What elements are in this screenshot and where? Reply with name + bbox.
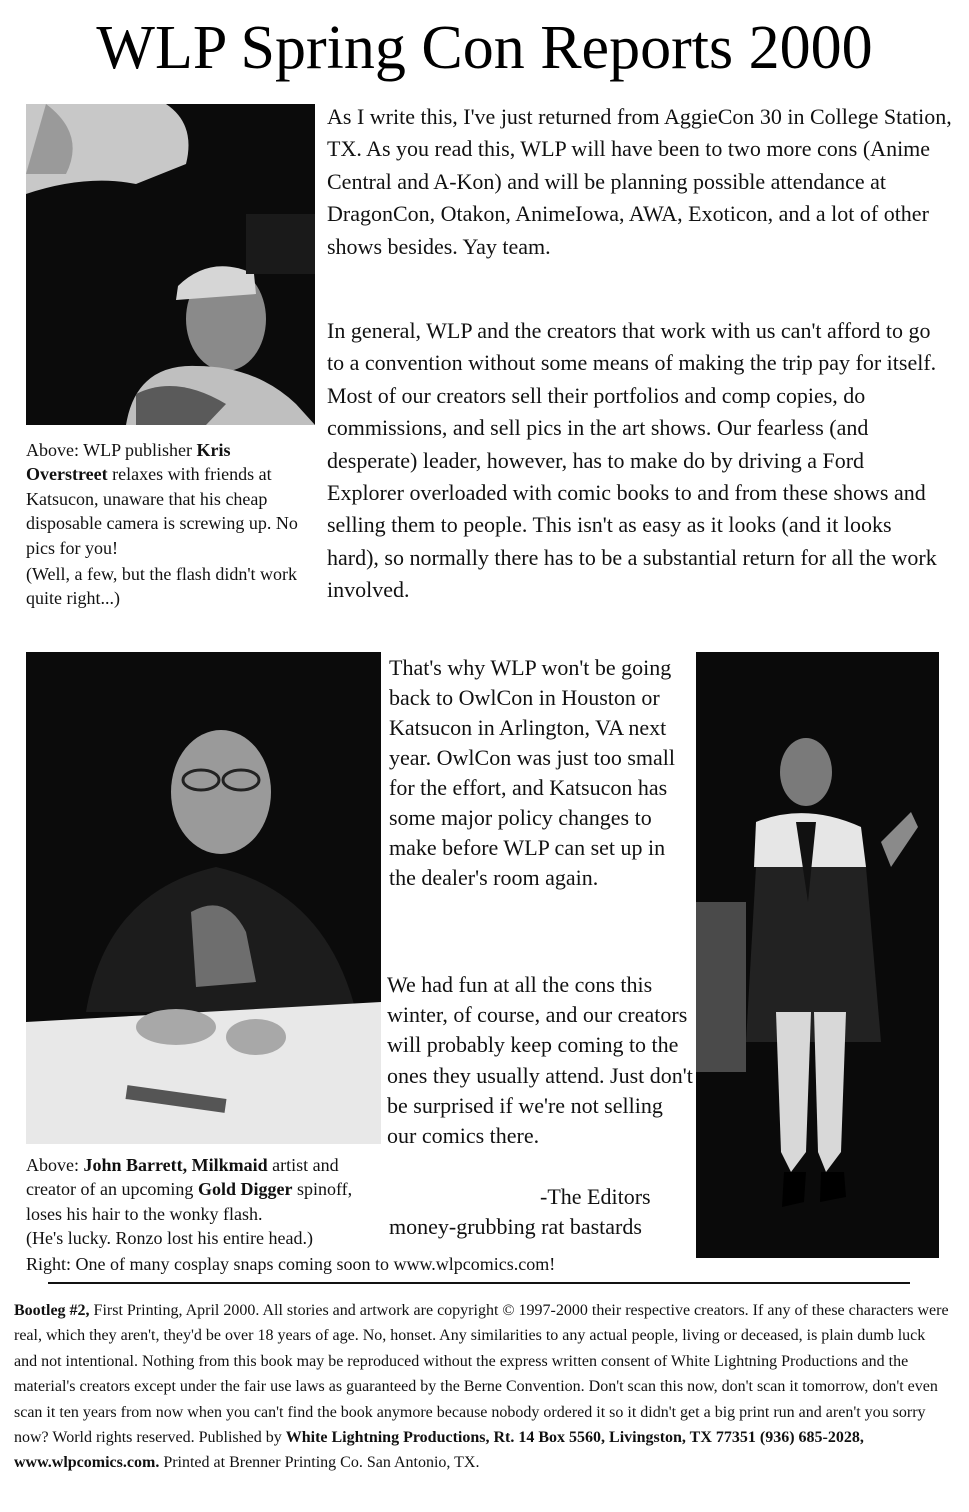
indicia-book-title: Bootleg #2, [14,1302,90,1319]
caption-kris-paren: (Well, a few, but the flash didn't work quite right...) [26,564,298,609]
photo-cosplay [696,652,939,1258]
caption-john-book: Gold Digger [197,1179,293,1200]
caption-kris-pre: Above: WLP publisher [26,440,197,460]
caption-kris [26,438,311,611]
photo-john-barrett [26,652,381,1144]
caption-john-pre: Above: [26,1155,84,1175]
caption-john [26,1153,378,1251]
caption-kris-name: Kris Overstreet [26,440,231,485]
article-para-2: In general, WLP and the creators that work with us can't afford to go to a convention without some means of making the trip pay for itself. Most of our creators sell their portfolios and comp copies, do commissions, and sell pics in the art shows. Our fearless (and desperate) leader, however, has to make do by driving a Ford Explorer overloaded with comic books to and from these shows and selling them to people. This isn't as easy as it looks (and it looks hard), so normally there has to be a substantial return for all the work involved. [327,318,937,603]
article-para-4: We had fun at all the cons this winter, of course, and our creators will probably keep coming to the ones they usually attend. Just don't be surprised if we're not selling our comics there. [387,972,693,1149]
article-para-1: As I write this, I've just returned from AggieCon 30 in College Station, TX. As you read this, WLP will have been to two more cons (Anime Central and A-Kon) and will be planning possible attendance at DragonCon, Otakon, AnimeIowa, AWA, Exoticon, and a lot of other shows besides. Yay team. [327,104,952,259]
caption-john-mid: artist and creator of an upcoming [26,1155,339,1200]
footer-divider [48,1282,910,1284]
article-para-3: That's why WLP won't be going back to OwlCon in Houston or Katsucon in Arlington, VA next year. OwlCon was just too small for the effort, and Katsucon has some major policy changes to make before WLP can set up in the dealer's room again. [389,655,675,890]
signature-editors: -The Editors [540,1184,651,1209]
caption-john-post: spinoff, loses his hair to the wonky flash. [26,1179,353,1224]
caption-john-name: John Barrett, Milkmaid [83,1155,268,1175]
caption-john-paren: (He's lucky. Ronzo lost his entire head.) [26,1228,314,1249]
photo-kris-overstreet [26,104,315,425]
indicia-text-2: Printed at Brenner Printing Co. San Antonio, TX. [159,1454,480,1472]
indicia-publisher: White Lightning Productions, Rt. 14 Box 5560, Livingston, TX 77351 (936) 685-2028, www.wlpcomics.com. [14,1429,864,1472]
signature-tagline: money-grubbing rat bastards [389,1214,642,1239]
page-title: WLP Spring Con Reports 2000 [96,14,873,82]
caption-cosplay: Right: One of many cosplay snaps coming soon to www.wlpcomics.com! [26,1254,556,1274]
indicia-text-1: First Printing, April 2000. All stories and artwork are copyright © 1997-2000 their respective creators. If any of these characters were real, which they aren't, they'd be over 18 years of age. No, honset. Any similarities to any actual people, living or deceased, is plain dumb luck and not intentional. Nothing from this book may be reproduced without the express written consent of White Lightning Productions and the material's creators except under the fair use laws as guaranteed by the Berne Convention. Don't scan this now, don't scan it tomorrow, don't even scan it ten years from now when you can't find the book anymore because nobody ordered it so it didn't get a big print run and aren't you sorry now? World rights reserved. Published by [14,1302,949,1447]
indicia [14,1298,949,1476]
caption-kris-post: relaxes with friends at Katsucon, unaware that his cheap disposable camera is screwing up. No pics for you! [26,464,298,558]
